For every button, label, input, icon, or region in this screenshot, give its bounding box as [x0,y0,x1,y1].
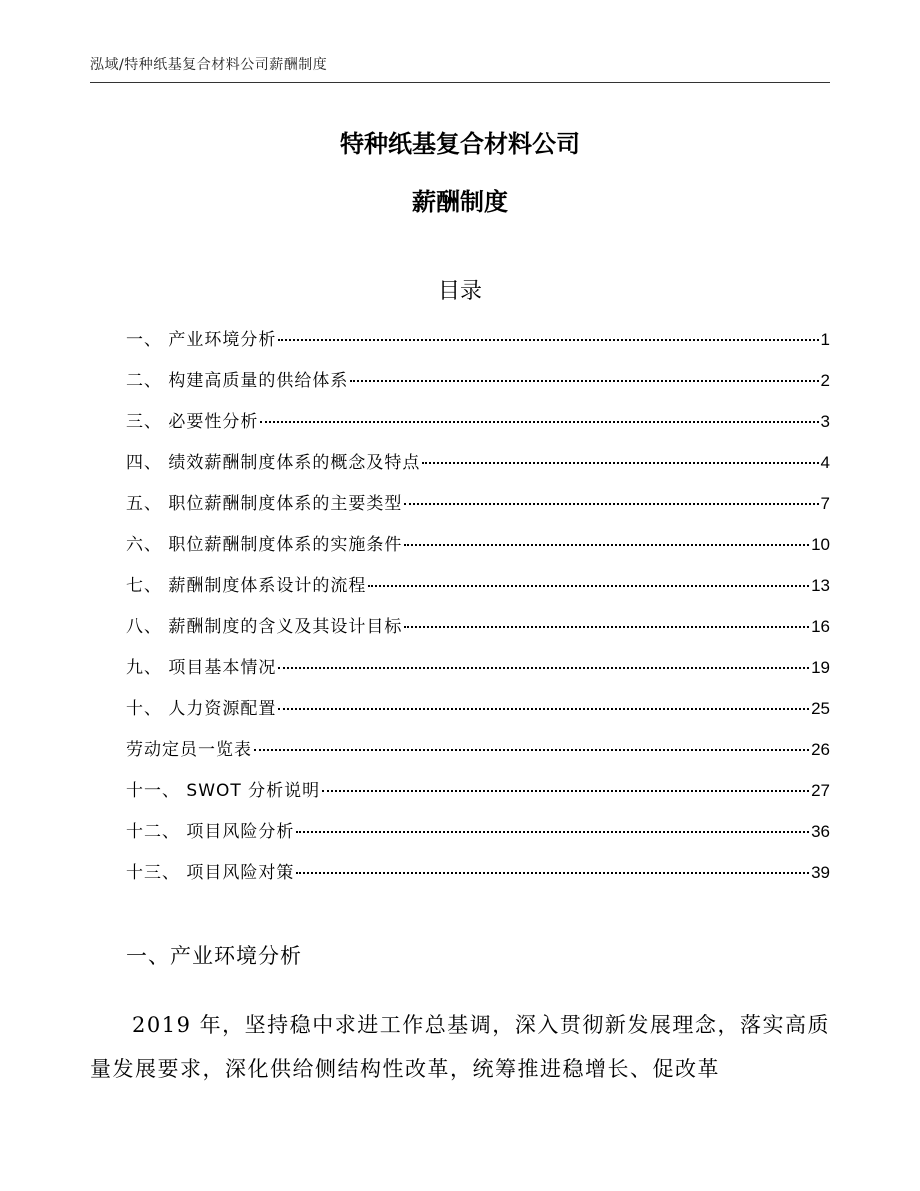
toc-leader-dots [278,667,809,669]
table-of-contents [126,325,830,899]
toc-entry-label: 职位薪酬制度体系的实施条件 [168,535,403,555]
toc-leader-dots [422,462,818,464]
toc-entry-label: 必要性分析 [168,412,259,432]
toc-entry[interactable] [126,817,830,858]
toc-entry[interactable] [126,448,830,489]
toc-leader-dots [368,585,809,587]
toc-entry-number: 十、 [126,699,169,719]
toc-entry-page: 19 [811,658,830,677]
toc-entry-number: 十二、 [126,822,187,842]
toc-leader-dots [260,421,818,423]
toc-entry-label: 项目基本情况 [168,658,277,678]
toc-entry-page: 10 [811,535,830,554]
toc-entry[interactable] [126,530,830,571]
toc-entry-label: 人力资源配置 [168,699,277,719]
toc-entry-label: 劳动定员一览表 [126,740,252,760]
toc-entry-number: 五、 [126,494,169,514]
toc-entry-page: 25 [811,699,830,718]
toc-entry-number: 十三、 [126,863,187,883]
toc-entry-number: 三、 [126,412,169,432]
toc-entry-number: 八、 [126,617,169,637]
toc-leader-dots [350,380,818,382]
toc-leader-dots [404,544,809,546]
toc-entry-label: 薪酬制度体系设计的流程 [168,576,367,596]
toc-entry-label: 绩效薪酬制度体系的概念及特点 [168,453,421,473]
toc-entry-number: 九、 [126,658,169,678]
toc-entry-number: 二、 [126,371,169,391]
toc-entry-label: 薪酬制度的含义及其设计目标 [168,617,403,637]
toc-entry[interactable] [126,694,830,735]
toc-entry[interactable] [126,489,830,530]
toc-entry[interactable] [126,653,830,694]
toc-entry-label: 项目风险分析 [186,822,295,842]
toc-entry-number: 四、 [126,453,169,473]
toc-entry-label: 职位薪酬制度体系的主要类型 [168,494,403,514]
toc-entry-page: 13 [811,576,830,595]
toc-leader-dots [278,708,809,710]
document-title: 薪酬制度 [412,188,508,216]
toc-entry-label: 产业环境分析 [168,330,277,350]
body-paragraph: 2019 年，坚持稳中求进工作总基调，深入贯彻新发展理念，落实高质量发展要求，深化供给侧结构性改革，统筹推进稳增长、促改革 [90,1013,830,1081]
toc-leader-dots [278,339,818,341]
toc-leader-dots [404,503,818,505]
toc-entry-number: 七、 [126,576,169,596]
toc-entry-page: 26 [811,740,830,759]
toc-entry[interactable] [126,571,830,612]
toc-entry-page: 7 [820,494,830,513]
running-header: 泓域/特种纸基复合材料公司薪酬制度 [90,57,328,73]
toc-entry-page: 3 [820,412,830,431]
toc-entry-page: 16 [811,617,830,636]
toc-leader-dots [296,831,809,833]
toc-entry-page: 2 [820,371,830,390]
toc-heading: 目录 [437,279,482,304]
toc-entry[interactable] [126,735,830,776]
toc-entry-label: 构建高质量的供给体系 [168,371,349,391]
toc-entry-page: 1 [820,330,830,349]
toc-entry-label: 项目风险对策 [186,863,295,883]
toc-entry-page: 4 [820,453,830,472]
toc-entry-page: 36 [811,822,830,841]
toc-entry-page: 39 [811,863,830,882]
toc-entry[interactable] [126,325,830,366]
toc-entry[interactable] [126,858,830,899]
toc-leader-dots [296,872,809,874]
toc-entry[interactable] [126,407,830,448]
toc-entry[interactable] [126,366,830,407]
section-heading: 一、产业环境分析 [126,944,302,968]
toc-entry-number: 十一、 [126,781,187,801]
toc-entry-label: SWOT 分析说明 [186,781,321,801]
toc-entry[interactable] [126,776,830,817]
toc-entry-page: 27 [811,781,830,800]
company-title: 特种纸基复合材料公司 [340,130,580,158]
toc-entry[interactable] [126,612,830,653]
toc-entry-number: 六、 [126,535,169,555]
toc-leader-dots [254,749,809,751]
toc-leader-dots [404,626,809,628]
toc-entry-number: 一、 [126,330,169,350]
toc-leader-dots [322,790,809,792]
header-divider [90,82,830,83]
